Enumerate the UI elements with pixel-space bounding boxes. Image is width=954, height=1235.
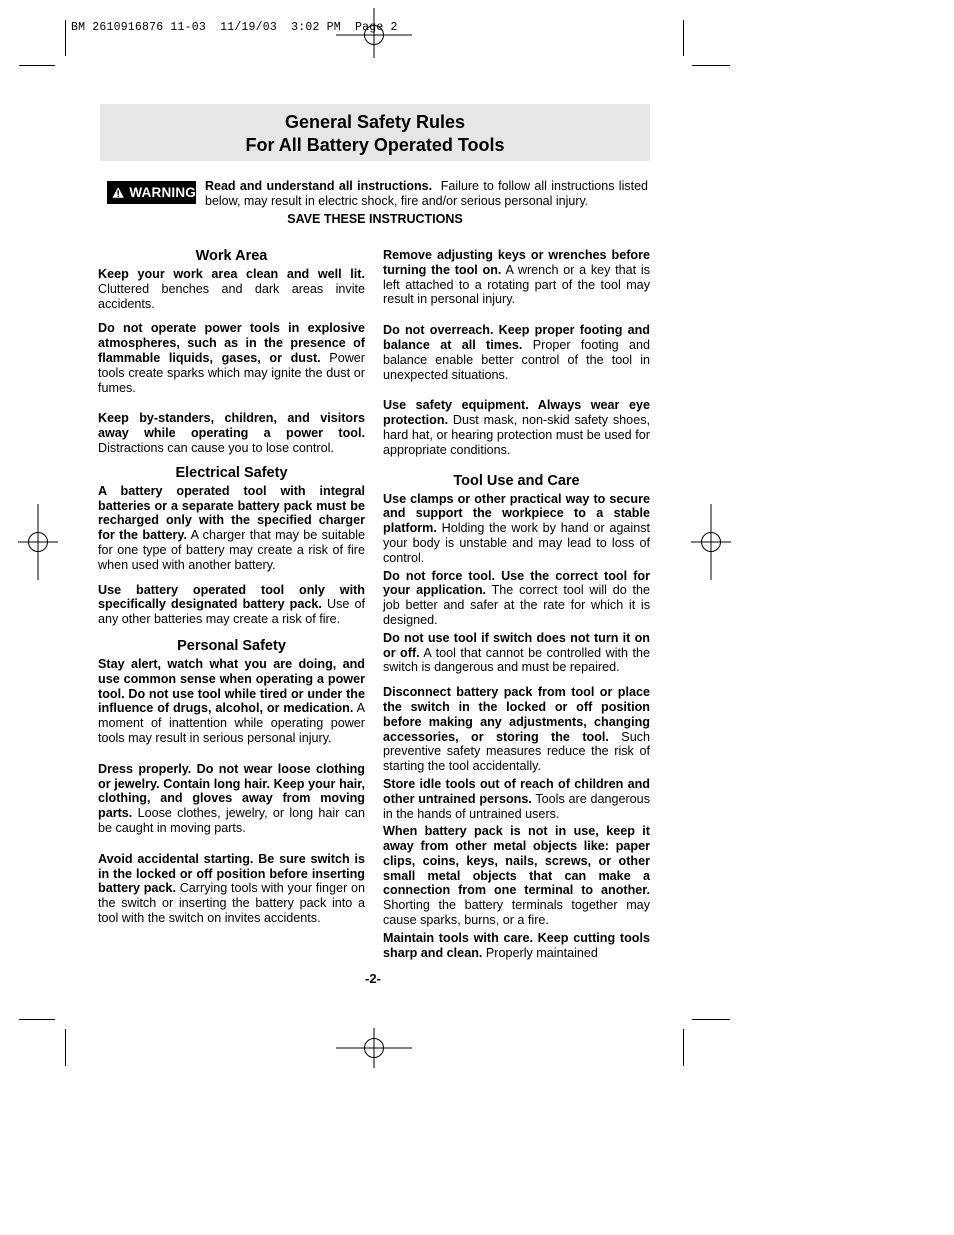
rule-text: Dust mask, non-skid safety shoes, hard hat, or hearing protection must be used for appropriate conditions. (383, 413, 650, 457)
crop-mark (19, 65, 55, 66)
page-title-box (100, 104, 650, 161)
warning-label: WARNING (129, 185, 196, 200)
warning-bold-text: Read and understand all instructions. (205, 179, 433, 193)
rule-bold: Use safety equipment. Always wear eye protection. (383, 398, 650, 428)
warning-body-text: Failure to follow all instructions listed below, may result in electric shock, fire and/or serious personal injury. (205, 179, 648, 208)
rule-bold: Remove adjusting keys or wrenches before turning the tool on. (383, 248, 650, 277)
rule-item (98, 484, 365, 573)
rule-text: A moment of inattention while operating power tools may result in serious personal injury. (98, 701, 365, 745)
right-column (383, 247, 650, 960)
rule-item (98, 267, 365, 311)
rule-bold: Keep by-standers, children, and visitors away while operating a power tool. (98, 411, 365, 441)
rule-bold: Maintain tools with care. Keep cutting tools sharp and clean. (383, 930, 650, 960)
rule-text: A charger that may be suitable for one type of battery may create a risk of fire when used with another battery. (98, 528, 366, 572)
rule-bold: Do not overreach. Keep proper footing and balance at all times. (383, 323, 650, 352)
rule-item (383, 685, 650, 774)
rule-bold: Use battery operated tool only with specifically designated battery pack. (98, 582, 365, 612)
rule-bold: A battery operated tool with integral batteries or a separate battery pack must be recharged only with the specified charger for the battery. (98, 483, 365, 543)
rule-text: Power tools create sparks which may ignite the dust or fumes. (98, 350, 365, 395)
registration-mark-icon (336, 8, 412, 58)
page-title-line-2: For All Battery Operated Tools (245, 135, 505, 155)
rule-item (383, 569, 650, 628)
rule-text: A tool that cannot be controlled with the switch is dangerous and must be repaired. (383, 645, 650, 675)
rule-item (98, 321, 365, 395)
rule-text: Distractions can cause you to lose control. (98, 440, 334, 455)
rule-bold: Disconnect battery pack from tool or place the switch in the locked or off position before making any adjustments, changing accessories, or storing the tool. (383, 685, 650, 744)
registration-mark-icon (18, 504, 58, 580)
rule-text: The correct tool will do the job better and safer at the rate for which it is designed. (383, 583, 650, 627)
rule-bold: Stay alert, watch what you are doing, and use common sense when operating a power tool. Do not use tool while tired or under the influence of drugs, alcohol, or medication. (98, 656, 365, 716)
crop-mark (65, 20, 66, 56)
rule-text: Such preventive safety measures reduce the risk of starting the tool accidentally. (383, 729, 651, 774)
section-heading-work-area: Work Area (195, 248, 268, 264)
rule-item (383, 323, 650, 382)
rule-item (383, 398, 650, 457)
warning-triangle-icon (112, 186, 124, 199)
rule-item (98, 411, 365, 455)
rule-text: Properly maintained (485, 945, 598, 960)
rule-bold: Do not operate power tools in explosive atmospheres, such as in the presence of flammable liquids, gases, or dust. (98, 321, 365, 365)
print-slug: BM 2610916876 11-03 11/19/03 3:02 PM Page 2 (71, 21, 398, 34)
rule-text: Tools are dangerous in the hands of untrained users. (383, 791, 650, 821)
left-column (98, 247, 365, 936)
rule-item (98, 852, 365, 926)
rule-text: Use of any other batteries may create a risk of fire. (98, 597, 365, 627)
rule-item (383, 931, 650, 961)
rule-text: Cluttered benches and dark areas invite accidents. (98, 281, 365, 311)
warning-text (205, 179, 648, 209)
save-instructions: SAVE THESE INSTRUCTIONS (287, 212, 463, 226)
section-heading-electrical-safety: Electrical Safety (175, 464, 288, 481)
rule-item (383, 248, 650, 307)
rule-item (98, 657, 365, 746)
rule-text: Loose clothes, jewelry, or long hair can be caught in moving parts. (98, 806, 365, 835)
registration-mark-icon (691, 504, 731, 580)
section-heading-tool-use-and-care: Tool Use and Care (453, 472, 580, 489)
rule-bold: Do not use tool if switch does not turn it on or off. (383, 630, 650, 660)
rule-item (383, 492, 650, 566)
rule-text: Shorting the battery terminals together may cause sparks, burns, or a fire. (383, 898, 650, 928)
rule-text: Proper footing and balance enable better control of the tool in unexpected situations. (383, 337, 650, 382)
page-title (100, 104, 650, 157)
rule-item (383, 631, 650, 675)
rule-bold: Store idle tools out of reach of children and other untrained persons. (383, 776, 650, 806)
section-heading-personal-safety: Personal Safety (177, 637, 286, 654)
rule-bold: When battery pack is not in use, keep it away from other metal objects like: paper clips, coins, keys, nails, screws, or other small metal objects that can make a connection from one terminal to another. (383, 824, 650, 898)
rule-bold: Dress properly. Do not wear loose clothing or jewelry. Contain long hair. Keep your hair, clothing, and gloves away from moving parts. (98, 761, 365, 821)
crop-mark (683, 20, 684, 56)
crop-mark (692, 1019, 730, 1020)
rule-bold: Keep your work area clean and well lit. (98, 267, 365, 281)
rule-text: A wrench or a key that is left attached to a rotating part of the tool may result in personal injury. (383, 262, 650, 307)
rule-bold: Do not force tool. Use the correct tool for your application. (383, 568, 650, 598)
crop-mark (19, 1019, 55, 1020)
rule-text: Holding the work by hand or against your body is unstable and may lead to loss of control. (383, 521, 650, 565)
rule-bold: Avoid accidental starting. Be sure switch is in the locked or off position before inserting battery pack. (98, 851, 365, 896)
rule-item (383, 777, 650, 821)
rule-bold: Use clamps or other practical way to secure and support the workpiece to a stable platform. (383, 491, 650, 536)
rule-item (98, 583, 365, 627)
page-title-line-1: General Safety Rules (284, 112, 466, 132)
page-number: -2- (365, 971, 381, 986)
rule-text: Carrying tools with your finger on the switch or inserting the battery pack into a tool with the switch on invites accidents. (98, 881, 366, 925)
rule-item (98, 762, 365, 836)
registration-mark-icon (336, 1028, 412, 1068)
warning-badge (107, 181, 196, 204)
crop-mark (65, 1029, 66, 1066)
crop-mark (683, 1029, 684, 1066)
rule-item (383, 824, 650, 928)
crop-mark (692, 65, 730, 66)
